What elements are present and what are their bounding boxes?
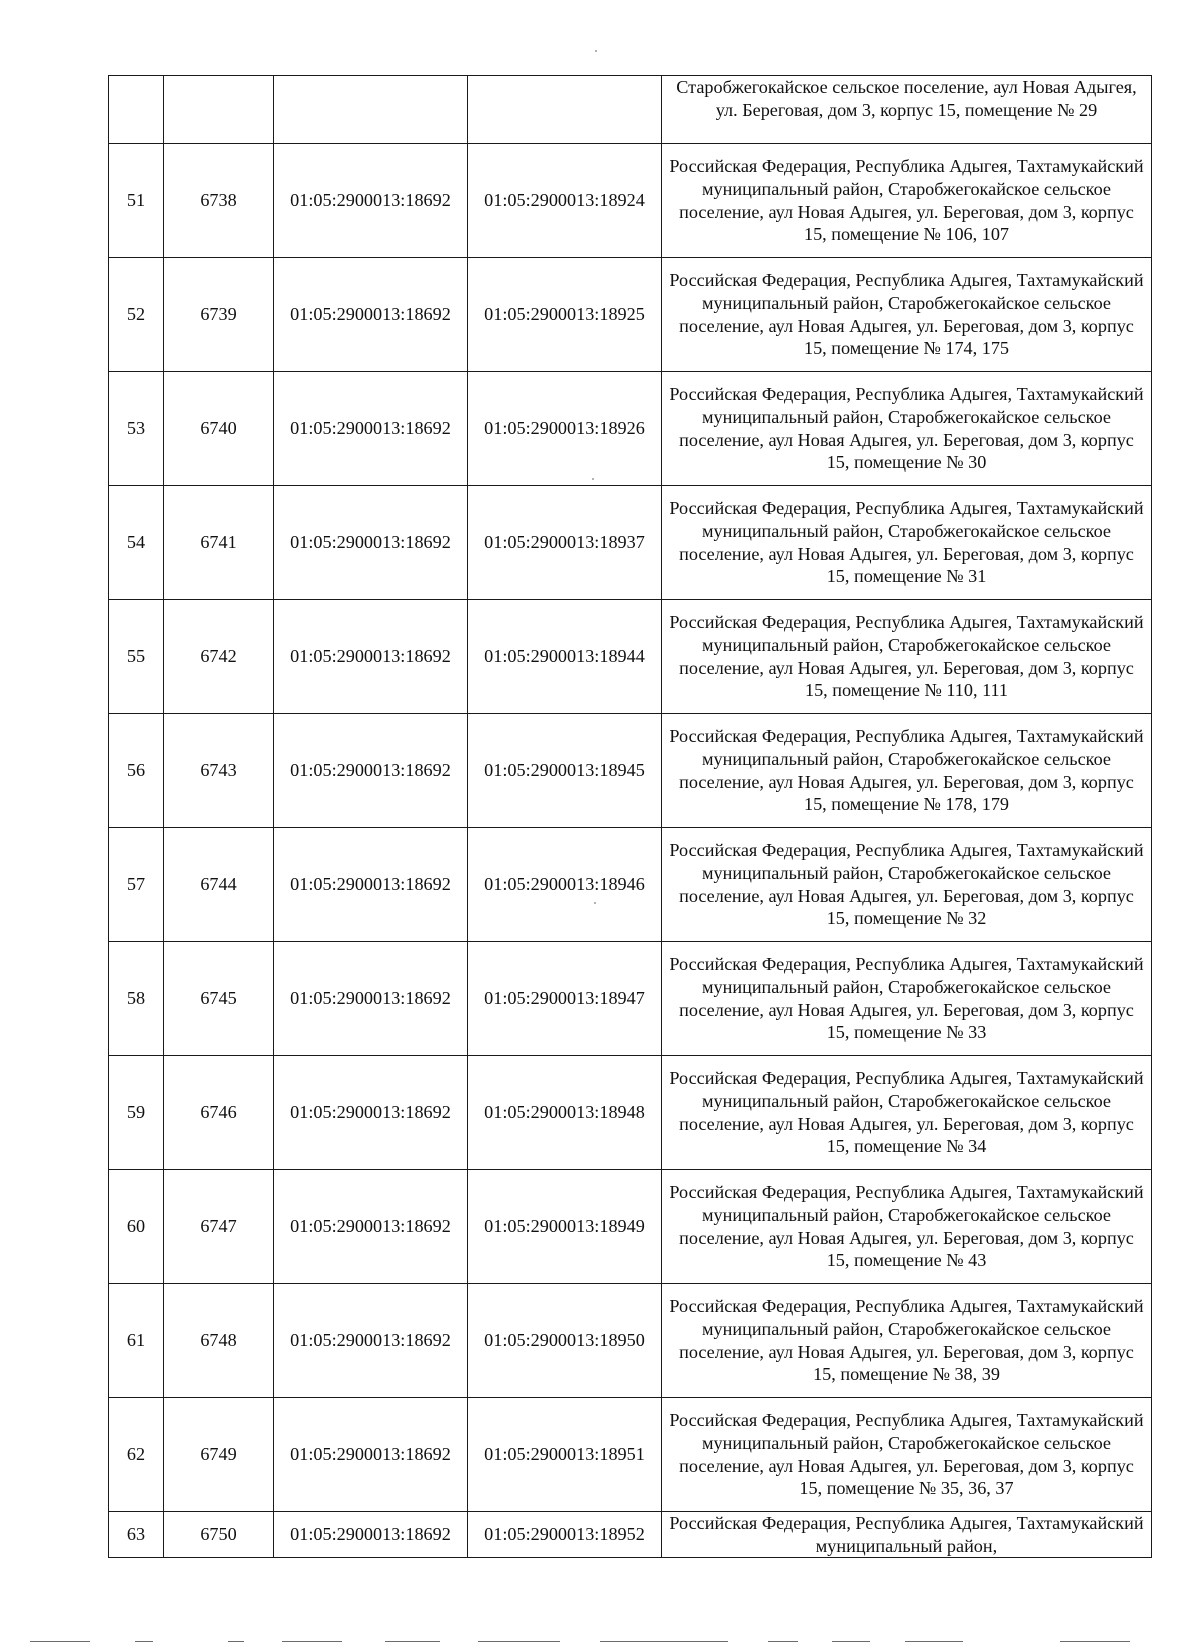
cadastral-number: 01:05:2900013:18949 <box>468 1170 662 1284</box>
scan-edge-mark <box>478 1641 560 1642</box>
object-code: 6746 <box>164 1056 274 1170</box>
object-code: 6750 <box>164 1512 274 1558</box>
table-row <box>109 144 1152 258</box>
scan-speck <box>595 50 597 52</box>
registry-table-body <box>109 76 1152 1558</box>
object-address: Российская Федерация, Республика Адыгея, Тахтамукайский муниципальный район, Старобжегокайское сельское поселение, аул Новая Адыгея, ул. Береговая, дом 3, корпус 15, помещение № 174, 175 <box>662 258 1152 372</box>
object-address: Российская Федерация, Республика Адыгея, Тахтамукайский муниципальный район, Старобжегокайское сельское поселение, аул Новая Адыгея, ул. Береговая, дом 3, корпус 15, помещение № 106, 107 <box>662 144 1152 258</box>
parent-cadastral-number: 01:05:2900013:18692 <box>274 1398 468 1512</box>
object-code <box>164 76 274 144</box>
scan-edge-mark <box>228 1641 244 1642</box>
row-number: 59 <box>109 1056 164 1170</box>
cadastral-number: 01:05:2900013:18945 <box>468 714 662 828</box>
scan-edge-mark <box>30 1641 90 1642</box>
object-code: 6747 <box>164 1170 274 1284</box>
object-address: Российская Федерация, Республика Адыгея, Тахтамукайский муниципальный район, Старобжегокайское сельское поселение, аул Новая Адыгея, ул. Береговая, дом 3, корпус 15, помещение № 38, 39 <box>662 1284 1152 1398</box>
scan-edge-mark <box>385 1641 440 1642</box>
scan-edge-mark <box>768 1641 798 1642</box>
object-address: Российская Федерация, Республика Адыгея, Тахтамукайский муниципальный район, Старобжегокайское сельское поселение, аул Новая Адыгея, ул. Береговая, дом 3, корпус 15, помещение № 34 <box>662 1056 1152 1170</box>
table-row <box>109 1512 1152 1558</box>
scan-edge-mark <box>135 1641 153 1642</box>
parent-cadastral-number: 01:05:2900013:18692 <box>274 486 468 600</box>
table-row <box>109 942 1152 1056</box>
object-code: 6739 <box>164 258 274 372</box>
row-number: 55 <box>109 600 164 714</box>
row-number: 51 <box>109 144 164 258</box>
parent-cadastral-number: 01:05:2900013:18692 <box>274 714 468 828</box>
scan-edge-mark <box>905 1641 963 1642</box>
cadastral-number: 01:05:2900013:18947 <box>468 942 662 1056</box>
cadastral-number: 01:05:2900013:18944 <box>468 600 662 714</box>
cadastral-number: 01:05:2900013:18925 <box>468 258 662 372</box>
object-code: 6738 <box>164 144 274 258</box>
object-address: Российская Федерация, Республика Адыгея, Тахтамукайский муниципальный район, Старобжегокайское сельское поселение, аул Новая Адыгея, ул. Береговая, дом 3, корпус 15, помещение № 35, 36, 37 <box>662 1398 1152 1512</box>
scan-edge-mark <box>832 1641 870 1642</box>
cadastral-number: 01:05:2900013:18951 <box>468 1398 662 1512</box>
row-number: 52 <box>109 258 164 372</box>
row-number: 53 <box>109 372 164 486</box>
table-row <box>109 714 1152 828</box>
property-registry-table <box>108 75 1152 1558</box>
row-number: 62 <box>109 1398 164 1512</box>
parent-cadastral-number: 01:05:2900013:18692 <box>274 372 468 486</box>
row-number: 57 <box>109 828 164 942</box>
parent-cadastral-number: 01:05:2900013:18692 <box>274 1170 468 1284</box>
row-number: 54 <box>109 486 164 600</box>
object-address: Российская Федерация, Республика Адыгея, Тахтамукайский муниципальный район, Старобжегокайское сельское поселение, аул Новая Адыгея, ул. Береговая, дом 3, корпус 15, помещение № 43 <box>662 1170 1152 1284</box>
scan-edge-mark <box>600 1641 728 1642</box>
table-row <box>109 486 1152 600</box>
object-address: Российская Федерация, Республика Адыгея, Тахтамукайский муниципальный район, Старобжегокайское сельское поселение, аул Новая Адыгея, ул. Береговая, дом 3, корпус 15, помещение № 31 <box>662 486 1152 600</box>
object-address: Российская Федерация, Республика Адыгея, Тахтамукайский муниципальный район, Старобжегокайское сельское поселение, аул Новая Адыгея, ул. Береговая, дом 3, корпус 15, помещение № 32 <box>662 828 1152 942</box>
object-address: Российская Федерация, Республика Адыгея, Тахтамукайский муниципальный район, Старобжегокайское сельское поселение, аул Новая Адыгея, ул. Береговая, дом 3, корпус 15, помещение № 30 <box>662 372 1152 486</box>
object-code: 6744 <box>164 828 274 942</box>
object-address: Российская Федерация, Республика Адыгея, Тахтамукайский муниципальный район, Старобжегокайское сельское поселение, аул Новая Адыгея, ул. Береговая, дом 3, корпус 15, помещение № 110, 111 <box>662 600 1152 714</box>
cadastral-number: 01:05:2900013:18952 <box>468 1512 662 1558</box>
parent-cadastral-number: 01:05:2900013:18692 <box>274 1056 468 1170</box>
object-address: Российская Федерация, Республика Адыгея, Тахтамукайский муниципальный район, Старобжегокайское сельское поселение, аул Новая Адыгея, ул. Береговая, дом 3, корпус 15, помещение № 33 <box>662 942 1152 1056</box>
row-number: 63 <box>109 1512 164 1558</box>
scan-edge-mark <box>282 1641 342 1642</box>
parent-cadastral-number <box>274 76 468 144</box>
object-code: 6741 <box>164 486 274 600</box>
row-number: 56 <box>109 714 164 828</box>
object-code: 6742 <box>164 600 274 714</box>
table-row <box>109 1398 1152 1512</box>
object-code: 6749 <box>164 1398 274 1512</box>
row-number: 58 <box>109 942 164 1056</box>
parent-cadastral-number: 01:05:2900013:18692 <box>274 258 468 372</box>
cadastral-number: 01:05:2900013:18948 <box>468 1056 662 1170</box>
table-row <box>109 1284 1152 1398</box>
parent-cadastral-number: 01:05:2900013:18692 <box>274 942 468 1056</box>
cadastral-number: 01:05:2900013:18937 <box>468 486 662 600</box>
table-row <box>109 372 1152 486</box>
row-number: 60 <box>109 1170 164 1284</box>
parent-cadastral-number: 01:05:2900013:18692 <box>274 1284 468 1398</box>
cadastral-number: 01:05:2900013:18924 <box>468 144 662 258</box>
object-address: Старобжегокайское сельское поселение, аул Новая Адыгея, ул. Береговая, дом 3, корпус 15, помещение № 29 <box>662 76 1152 144</box>
table-row <box>109 828 1152 942</box>
object-code: 6748 <box>164 1284 274 1398</box>
cadastral-number: 01:05:2900013:18950 <box>468 1284 662 1398</box>
object-code: 6745 <box>164 942 274 1056</box>
object-code: 6743 <box>164 714 274 828</box>
parent-cadastral-number: 01:05:2900013:18692 <box>274 1512 468 1558</box>
parent-cadastral-number: 01:05:2900013:18692 <box>274 828 468 942</box>
cadastral-number: 01:05:2900013:18946 <box>468 828 662 942</box>
object-code: 6740 <box>164 372 274 486</box>
scan-edge-mark <box>1060 1641 1130 1642</box>
table-row <box>109 600 1152 714</box>
parent-cadastral-number: 01:05:2900013:18692 <box>274 144 468 258</box>
object-address: Российская Федерация, Республика Адыгея, Тахтамукайский муниципальный район, <box>662 1512 1152 1558</box>
table-row <box>109 1056 1152 1170</box>
cadastral-number <box>468 76 662 144</box>
row-number <box>109 76 164 144</box>
table-row <box>109 1170 1152 1284</box>
row-number: 61 <box>109 1284 164 1398</box>
table-row <box>109 258 1152 372</box>
parent-cadastral-number: 01:05:2900013:18692 <box>274 600 468 714</box>
table-row <box>109 76 1152 144</box>
cadastral-number: 01:05:2900013:18926 <box>468 372 662 486</box>
object-address: Российская Федерация, Республика Адыгея, Тахтамукайский муниципальный район, Старобжегокайское сельское поселение, аул Новая Адыгея, ул. Береговая, дом 3, корпус 15, помещение № 178, 179 <box>662 714 1152 828</box>
